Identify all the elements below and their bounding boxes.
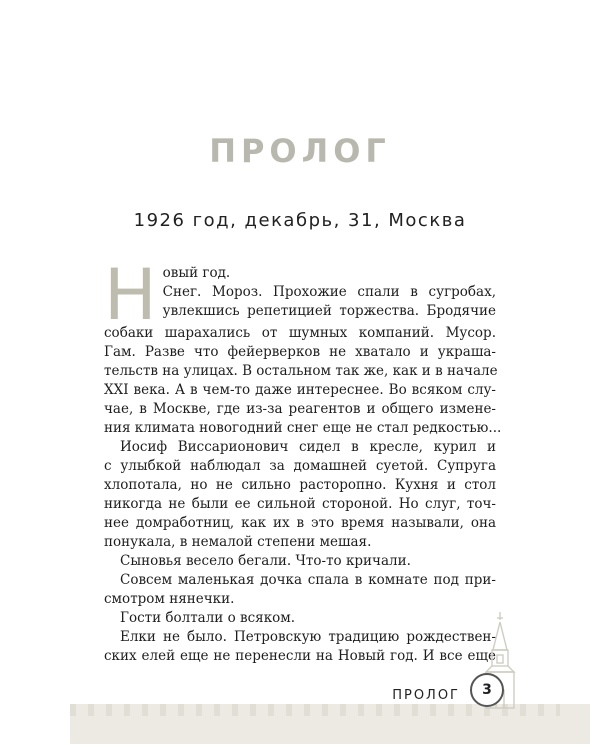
text-line: смотром нянечки. [104, 591, 235, 607]
text-line: Совсем маленькая дочка спала в комнате под при- [120, 572, 496, 588]
text-line: увлекшись репетицией торжества. Бродячие [162, 303, 496, 319]
text-line: Иосиф Виссарионович сидел в кресле, курил и [120, 439, 496, 455]
text-line: чае, в Москве, где из-за реагентов и общего измене- [104, 401, 496, 417]
text-line: никогда не были ее сильной стороной. Но слуг, точ- [104, 496, 496, 512]
text-line: Гам. Разве что фейерверков не хватало и украша- [104, 344, 496, 360]
drop-cap: Н [104, 254, 157, 336]
text-line: Сыновья весело бегали. Что-то кричали. [120, 553, 411, 569]
text-line: с улыбкой наблюдал за домашней суетой. Супруга [104, 458, 496, 474]
text-line: нее домработниц, как их в это время называли, она [104, 515, 496, 531]
text-line: тельств на улицах. В остальном так же, как и в начале [104, 363, 498, 379]
text-line: овый год. [162, 265, 231, 281]
text-line: понукала, в немалой степени мешая. [104, 534, 372, 550]
text-line: ских елей еще не перенесли на Новый год. И все еще [104, 648, 496, 664]
text-line: XXI века. А в чем-то даже интереснее. Во всяком слу- [104, 382, 496, 398]
chapter-subtitle: 1926 год, декабрь, 31, Москва [133, 210, 467, 231]
text-line: Снег. Мороз. Прохожие спали в сугробах, [162, 284, 496, 300]
text-line: ния климата новогодний снег еще не стал редкостью... [104, 420, 502, 436]
chapter-title: ПРОЛОГ [209, 132, 391, 170]
body-text [104, 254, 502, 666]
text-line: собаки шарахались от шумных компаний. Мусор. [104, 325, 496, 341]
running-head: ПРОЛОГ [392, 688, 460, 703]
text-line: Гости болтали о всяком. [120, 610, 296, 626]
text-line: хлопотала, но не сильно расторопно. Кухня и стол [104, 477, 496, 493]
page-number: 3 [470, 673, 504, 707]
text-line: Елки не было. Петровскую традицию рождествен- [120, 629, 496, 645]
